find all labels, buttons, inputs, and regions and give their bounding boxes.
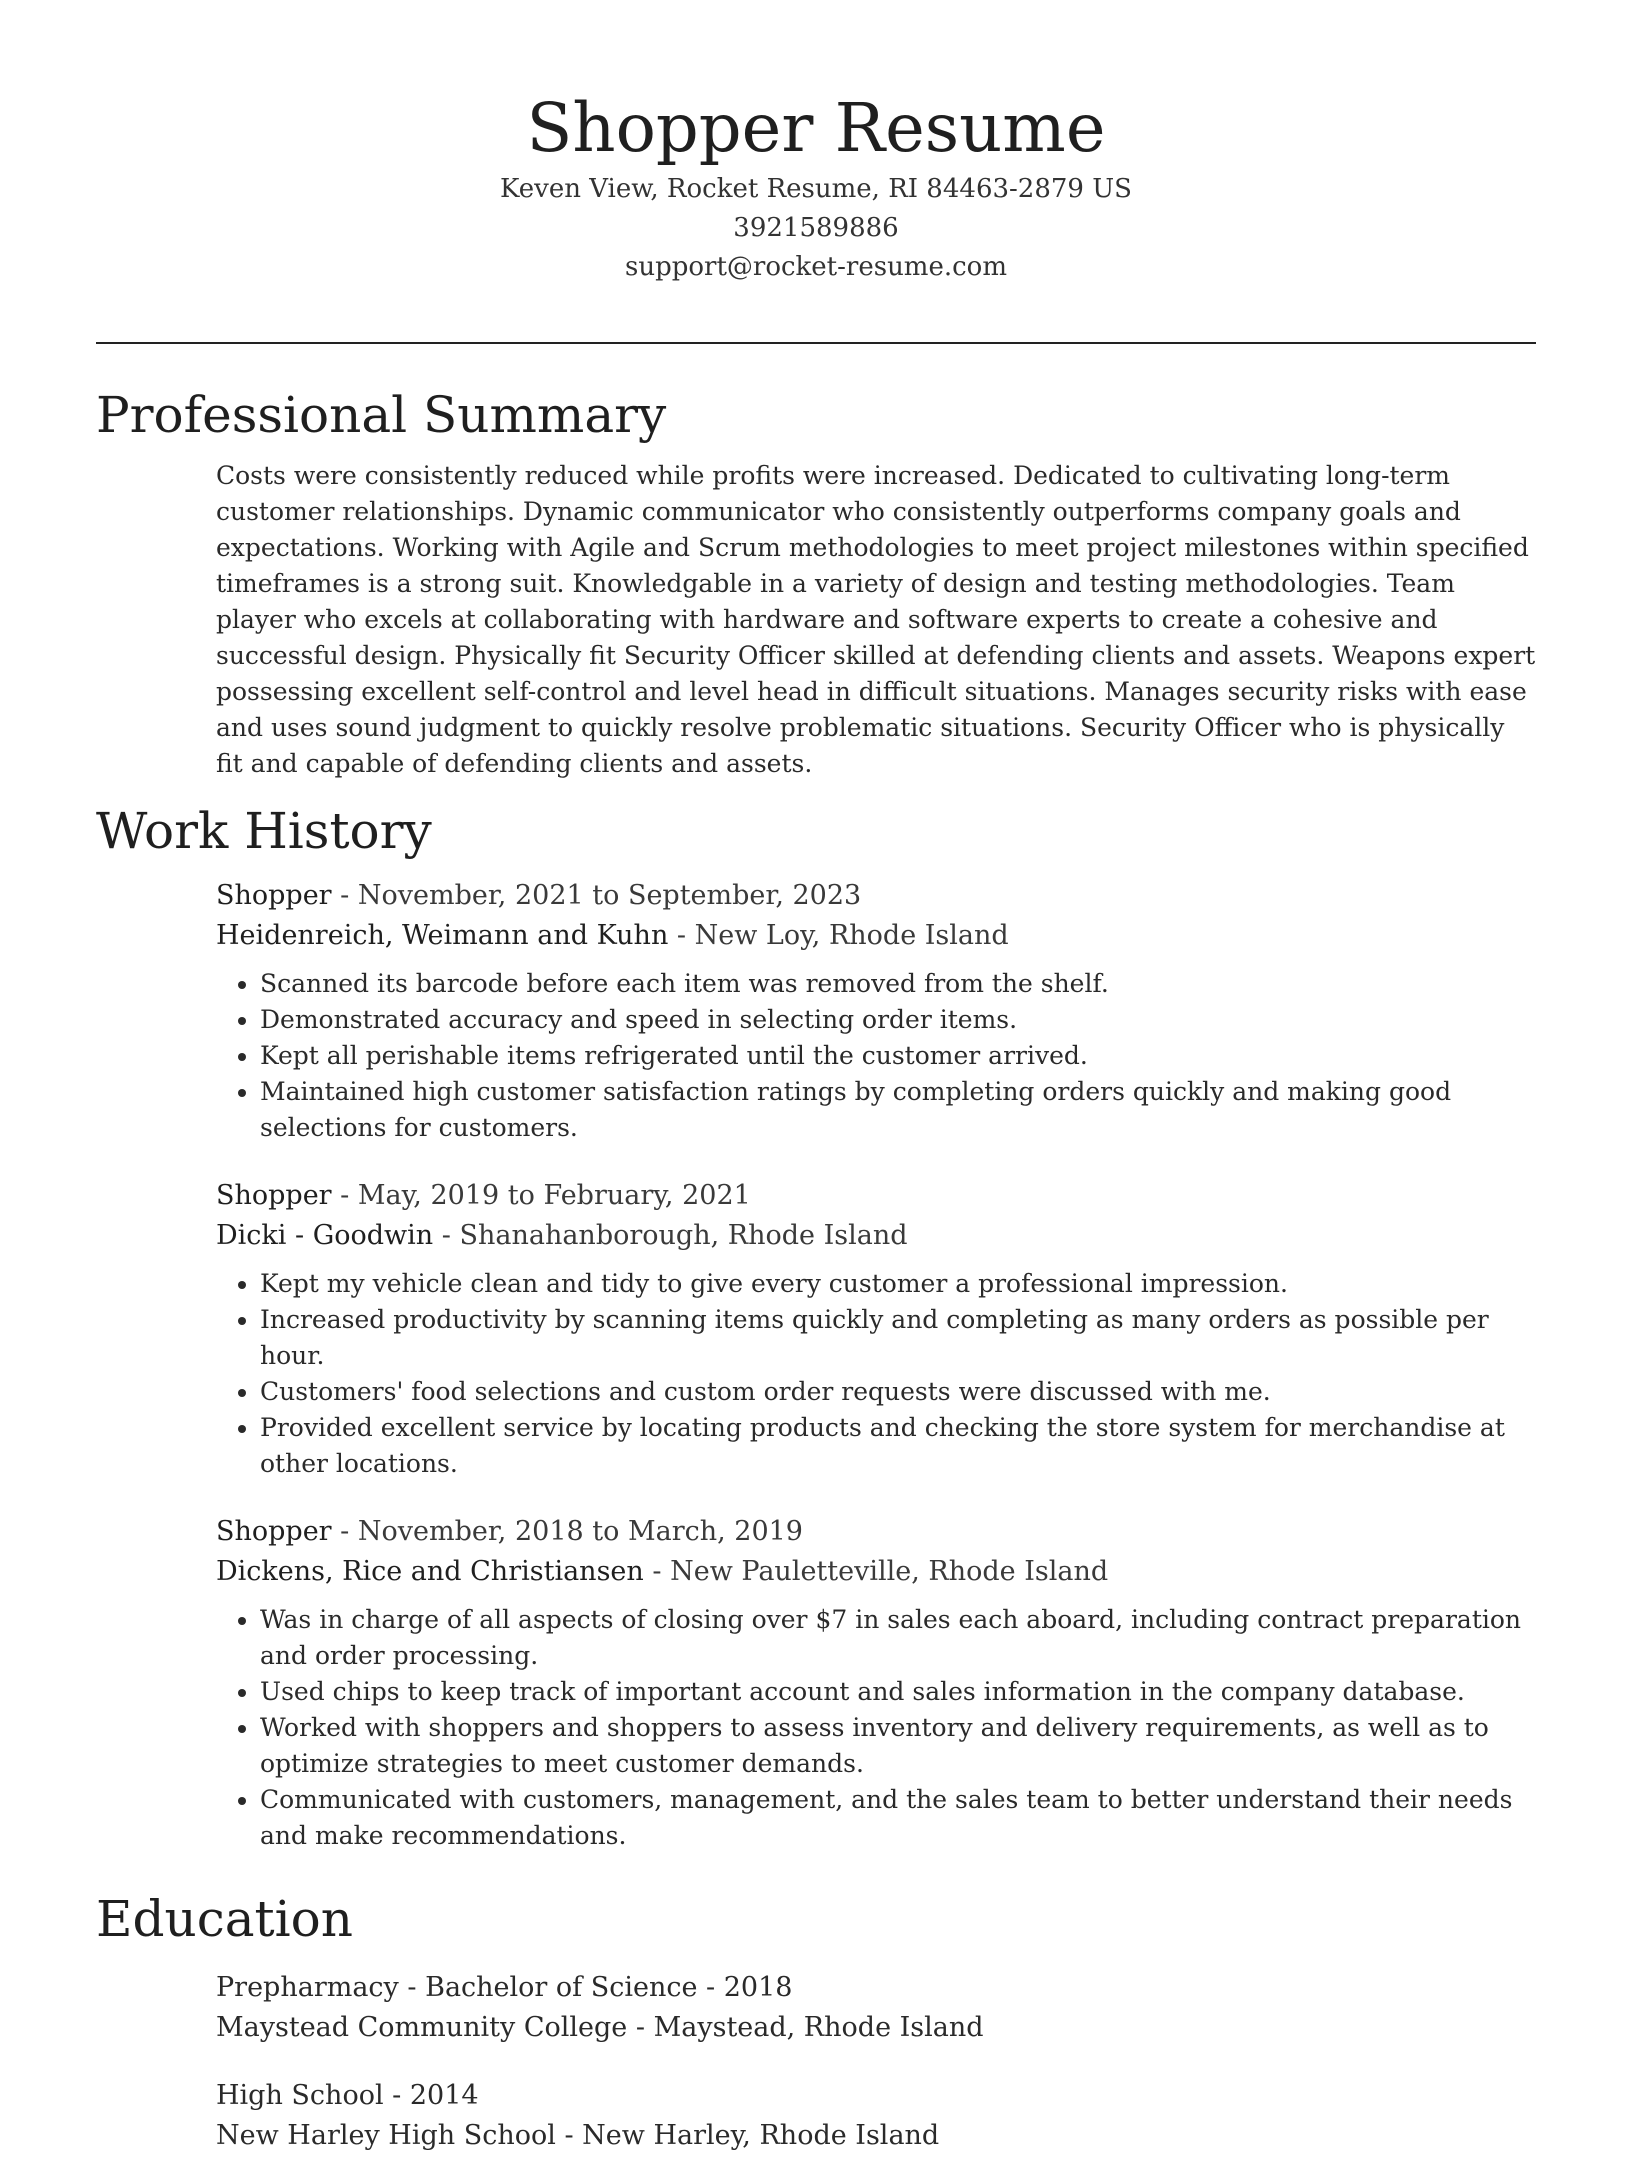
job-bullet: • Customers' food selections and custom order requests were discussed with me. (260, 1374, 1536, 1410)
job-bullets (216, 1602, 1536, 1854)
job-bullet: • Maintained high customer satisfaction ratings by completing orders quickly and making good selections for customers. (260, 1074, 1536, 1146)
job-entry (216, 1176, 1536, 1482)
job-dates: - November, 2018 to March, 2019 (331, 1516, 803, 1547)
contact-phone: 3921589886 (733, 213, 899, 243)
contact-email: support@rocket-resume.com (624, 252, 1007, 282)
job-title-line (216, 1176, 1536, 1216)
job-company-line (216, 916, 1536, 956)
summary-heading: Professional Summary (96, 386, 667, 444)
job-location: - New Pauletteville, Rhode Island (643, 1556, 1109, 1587)
education-degree: Prepharmacy (216, 1972, 399, 2003)
job-role: Shopper (216, 1516, 332, 1547)
job-company: Dicki - Goodwin (216, 1220, 434, 1251)
header-divider (96, 342, 1536, 344)
job-bullets (216, 1266, 1536, 1482)
job-company-line (216, 1552, 1536, 1592)
job-bullet: • Scanned its barcode before each item was removed from the shelf. (260, 966, 1536, 1002)
job-bullet: • Kept all perishable items refrigerated until the customer arrived. (260, 1038, 1536, 1074)
job-bullet: • Was in charge of all aspects of closing over $7 in sales each aboard, including contract preparation and order processing. (260, 1602, 1536, 1674)
education-heading: Education (96, 1890, 353, 1948)
job-bullet: • Worked with shoppers and shoppers to assess inventory and delivery requirements, as well as to optimize strategies to meet customer demands. (260, 1710, 1536, 1782)
job-company: Heidenreich, Weimann and Kuhn (216, 920, 669, 951)
job-dates: - November, 2021 to September, 2023 (331, 880, 862, 911)
resume-header (0, 0, 1632, 287)
education-school-line (216, 2008, 1536, 2048)
education-degree: High School (216, 2080, 384, 2111)
job-location: - Shanahanborough, Rhode Island (433, 1220, 908, 1251)
contact-info (0, 170, 1632, 287)
job-bullet: • Increased productivity by scanning items quickly and completing as many orders as possible per hour. (260, 1302, 1536, 1374)
work-history-heading: Work History (96, 802, 432, 860)
education-school-line (216, 2116, 1536, 2156)
education-degree-line (216, 2076, 1536, 2116)
education-details: - Bachelor of Science - 2018 (398, 1972, 793, 2003)
education-section (216, 1968, 1536, 2156)
job-dates: - May, 2019 to February, 2021 (331, 1180, 751, 1211)
education-details: - 2014 (383, 2080, 479, 2111)
work-history-section (216, 876, 1536, 1854)
job-title-line (216, 876, 1536, 916)
job-bullet: • Kept my vehicle clean and tidy to give every customer a professional impression. (260, 1266, 1536, 1302)
education-entry (216, 1968, 1536, 2048)
job-bullets (216, 966, 1536, 1146)
education-entry (216, 2076, 1536, 2156)
job-bullet: • Demonstrated accuracy and speed in selecting order items. (260, 1002, 1536, 1038)
contact-address: Keven View, Rocket Resume, RI 84463-2879 US (500, 174, 1132, 204)
education-school: New Harley High School (216, 2120, 556, 2151)
job-bullet: • Used chips to keep track of important account and sales information in the company database. (260, 1674, 1536, 1710)
job-entry (216, 1512, 1536, 1854)
job-company: Dickens, Rice and Christiansen (216, 1556, 644, 1587)
job-title-line (216, 1512, 1536, 1552)
job-bullet: • Communicated with customers, management, and the sales team to better understand their needs and make recommendations. (260, 1782, 1536, 1854)
job-entry (216, 876, 1536, 1146)
job-location: - New Loy, Rhode Island (668, 920, 1009, 951)
education-location: - New Harley, Rhode Island (555, 2120, 940, 2151)
job-role: Shopper (216, 1180, 332, 1211)
education-degree-line (216, 1968, 1536, 2008)
education-school: Maystead Community College (216, 2012, 628, 2043)
resume-title: Shopper Resume (526, 89, 1106, 167)
resume-content (96, 380, 1536, 2184)
job-bullet: • Provided excellent service by locating products and checking the store system for merchandise at other locations. (260, 1410, 1536, 1482)
education-location: - Maystead, Rhode Island (627, 2012, 984, 2043)
summary-text: Costs were consistently reduced while profits were increased. Dedicated to cultivating long-term customer relationships. Dynamic communicator who consistently outperforms company goals and expectations. Working with Agile and Scrum methodologies to meet project milestones within specified timeframes is a strong suit. Knowledgable in a variety of design and testing methodologies. Team player who excels at collaborating with hardware and software experts to create a cohesive and successful design. Physically fit Security Officer skilled at defending clients and assets. Weapons expert possessing excellent self-control and level head in difficult situations. Manages security risks with ease and uses sound judgment to quickly resolve problematic situations. Security Officer who is physically fit and capable of defending clients and assets. (216, 461, 1536, 778)
job-company-line (216, 1216, 1536, 1256)
summary-section (216, 458, 1536, 782)
job-role: Shopper (216, 880, 332, 911)
